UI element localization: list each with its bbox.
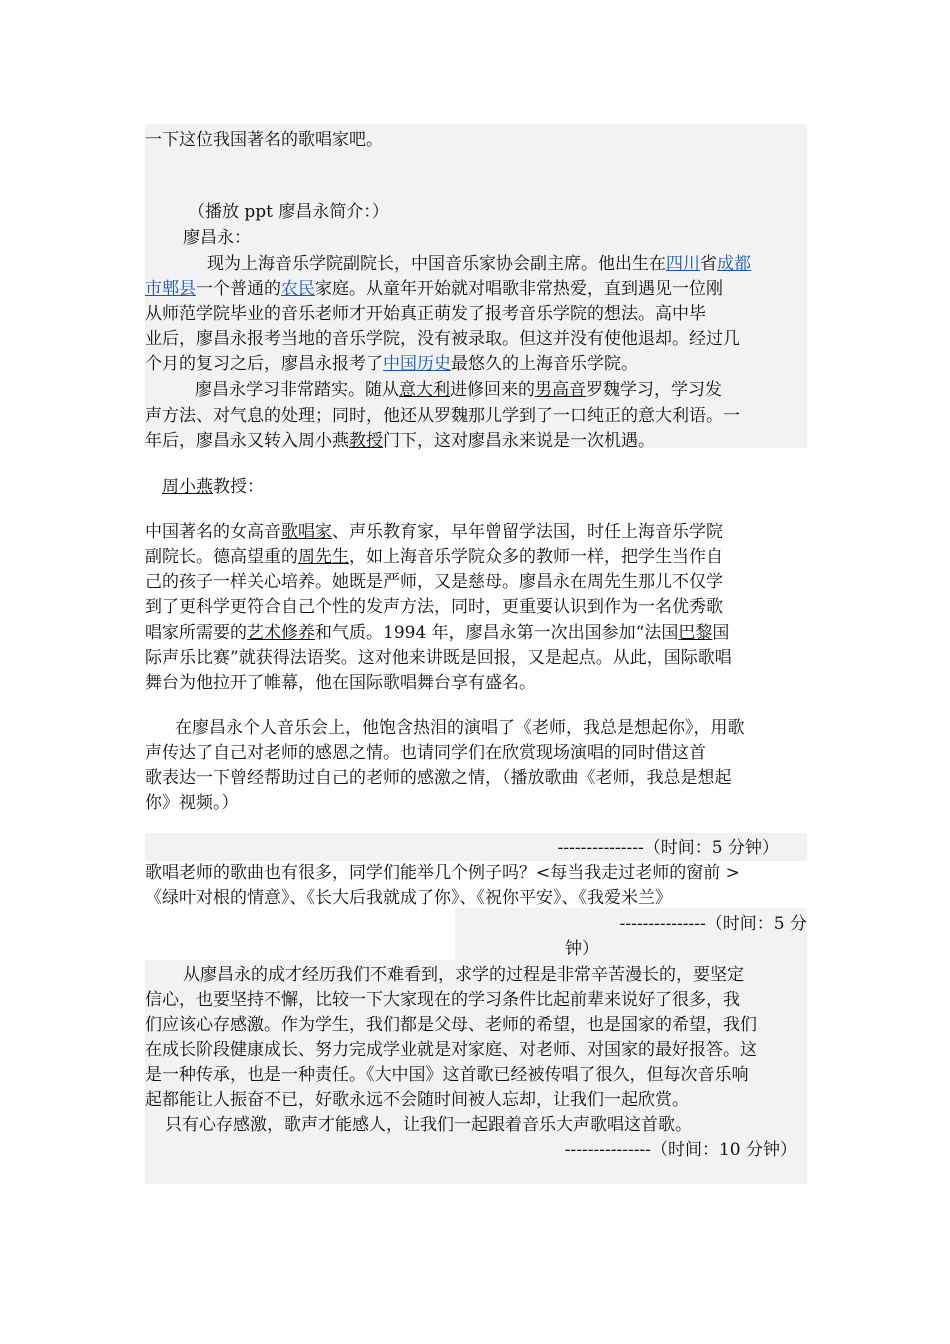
link-pixian[interactable]: 市郫县 (145, 279, 196, 299)
ul-singer: 歌唱家 (281, 522, 332, 542)
bio1-text: 一个普通的 (196, 279, 281, 299)
zhou-line-1 (145, 519, 807, 546)
closing-line-2 (145, 987, 807, 1014)
bio1-text: 现为上海音乐学院副院长，中国音乐家协会副主席。他出生在 (207, 254, 666, 274)
bio1-text: 从师范学院毕业的音乐老师才开始真正萌发了报考音乐学院的想法。高中毕 (145, 304, 706, 324)
bio2-line-1 (145, 377, 807, 404)
ul-art: 艺术修养 (247, 623, 315, 643)
zhou-line-2 (145, 544, 807, 571)
zhou-text: 己的孩子一样关心培养。她既是严师，又是慈母。廖昌永在周先生那儿不仅学 (145, 572, 723, 592)
closing-text: 们应该心存感激。作为学生，我们都是父母、老师的希望，也是国家的希望，我们 (145, 1015, 757, 1035)
bio2-text: 进修回来的 (450, 380, 535, 400)
concert-text: 声传达了自己对老师的感恩之情。也请同学们在欣赏现场演唱的同时借这首 (145, 743, 706, 763)
bio1-text: 业后，廖昌永报考当地的音乐学院，没有被录取。但这并没有使他退却。经过几 (145, 329, 740, 349)
zhou-text: 和气质。1994 年，廖昌永第一次出国参加“法国 (315, 623, 679, 643)
closing-text: 是一种传承，也是一种责任。《大中国》这首歌已经被传唱了很久，但每次音乐响 (145, 1065, 749, 1085)
ul-zhou-name: 周小燕 (162, 477, 213, 497)
bio2-text: 门下，这对廖昌永来说是一次机遇。 (383, 431, 655, 451)
closing-text: 只有心存感激，歌声才能感人，让我们一起跟着音乐大声歌唱这首歌。 (165, 1115, 692, 1135)
closing-text: 起都能让人振奋不已，好歌永远不会随时间被人忘却，让我们一起欣赏。 (145, 1090, 689, 1110)
link-chengdu[interactable]: 成都 (717, 254, 751, 274)
bio1-text: 最悠久的上海音乐学院。 (451, 354, 638, 374)
songs-text: 歌唱老师的歌曲也有很多，同学们能举几个例子吗？<每当我走过老师的窗前 > (145, 863, 740, 883)
zhou-text: 舞台为他拉开了帷幕，他在国际歌唱舞台享有盛名。 (145, 673, 536, 693)
zhou-text: 国 (712, 623, 730, 643)
time-note-1 (145, 835, 807, 862)
time-note-2a-text: ---------------（时间：5 分 (619, 914, 807, 934)
closing-line-5 (145, 1062, 807, 1089)
ul-mr-zhou: 周先生 (298, 547, 349, 567)
closing-line-1 (145, 962, 807, 989)
bio1-line-2 (145, 276, 807, 303)
closing-line-7 (145, 1112, 807, 1139)
closing-line-3 (145, 1012, 807, 1039)
bio1-text: 家庭。从童年开始就对唱歌非常热爱，直到遇见一位刚 (315, 279, 723, 299)
zhou-line-4 (145, 594, 807, 621)
time-note-3-text: ---------------（时间：10 分钟） (564, 1140, 797, 1160)
bio2-text: 罗魏学习，学习发 (586, 380, 722, 400)
closing-text: 在成长阶段健康成长、努力完成学业就是对家庭、对老师、对国家的最好报答。这 (145, 1040, 757, 1060)
bio1-line-1 (145, 251, 807, 278)
name-label (145, 225, 807, 252)
concert-line-1 (145, 715, 807, 742)
zhou-text: 副院长。德高望重的 (145, 547, 298, 567)
zhou-line-6 (145, 645, 807, 672)
concert-text: 歌表达一下曾经帮助过自己的老师的感激之情，（播放歌曲《老师，我总是想起 (145, 768, 732, 788)
ul-professor: 教授 (349, 431, 383, 451)
time-note-2b (145, 936, 807, 963)
bio1-text: 省 (700, 254, 717, 274)
zhou-text: ，如上海音乐学院众多的教师一样，把学生当作自 (349, 547, 723, 567)
ppt-note (145, 199, 807, 226)
ul-italy: 意大利 (399, 380, 450, 400)
time-note-1-text: ---------------（时间：5 分钟） (557, 838, 779, 858)
closing-text: 从廖昌永的成才经历我们不难看到，求学的过程是非常辛苦漫长的，要坚定 (183, 965, 744, 985)
bio1-text: 个月的复习之后，廖昌永报考了 (145, 354, 383, 374)
name-label-text: 廖昌永： (183, 228, 251, 248)
ul-paris: 巴黎 (678, 623, 713, 643)
bio2-line-2 (145, 403, 807, 430)
ppt-note-text: （播放 ppt 廖昌永简介：） (188, 202, 389, 222)
closing-line-6 (145, 1087, 807, 1114)
link-history[interactable]: 中国历史 (383, 354, 451, 374)
zhou-text: 到了更科学更符合自己个性的发声方法，同时，更重要认识到作为一名优秀歌 (145, 597, 723, 617)
link-sichuan[interactable]: 四川 (666, 254, 700, 274)
zhou-heading-text: 教授： (213, 477, 264, 497)
bio1-line-4 (145, 326, 807, 353)
bio2-text: 廖昌永学习非常踏实。随从 (195, 380, 399, 400)
concert-text: 你》视频。） (145, 793, 239, 813)
closing-text: 信心，也要坚持不懈，比较一下大家现在的学习条件比起前辈来说好了很多，我 (145, 990, 740, 1010)
songs-text: 《绿叶对根的情意》、《长大后我就成了你》、《祝你平安》、《我爱米兰》 (145, 888, 672, 908)
concert-line-3 (145, 765, 807, 792)
time-note-3 (145, 1137, 807, 1164)
bio2-text: 年后，廖昌永又转入周小燕 (145, 431, 349, 451)
zhou-text: 唱家所需要的 (145, 623, 247, 643)
zhou-text: 中国著名的女高音 (145, 522, 281, 542)
bio2-line-3 (145, 428, 807, 455)
bio2-text: 声方法、对气息的处理；同时，他还从罗魏那儿学到了一口纯正的意大利语。一 (145, 406, 740, 426)
zhou-line-5 (145, 620, 807, 647)
zhou-text: 际声乐比赛”就获得法语奖。这对他来讲既是回报，又是起点。从此，国际歌唱 (145, 648, 732, 668)
link-nongmin[interactable]: 农民 (281, 279, 315, 299)
songs-line-1 (145, 860, 807, 887)
ul-tenor: 男高音 (535, 380, 586, 400)
bio1-line-3 (145, 301, 807, 328)
intro-line (145, 127, 807, 154)
time-note-2b-text: 钟） (565, 939, 599, 959)
songs-line-2 (145, 885, 807, 912)
zhou-line-3 (145, 569, 807, 596)
zhou-text: 、声乐教育家，早年曾留学法国，时任上海音乐学院 (332, 522, 723, 542)
closing-line-4 (145, 1037, 807, 1064)
intro-text: 一下这位我国著名的歌唱家吧。 (145, 130, 383, 150)
bio1-line-5 (145, 351, 807, 378)
concert-line-2 (145, 740, 807, 767)
zhou-line-7 (145, 670, 807, 697)
time-note-2a (145, 911, 807, 938)
zhou-heading (145, 474, 807, 501)
concert-line-4 (145, 790, 807, 817)
concert-text: 在廖昌永个人音乐会上，他饱含热泪的演唱了《老师，我总是想起你》，用歌 (175, 718, 745, 738)
